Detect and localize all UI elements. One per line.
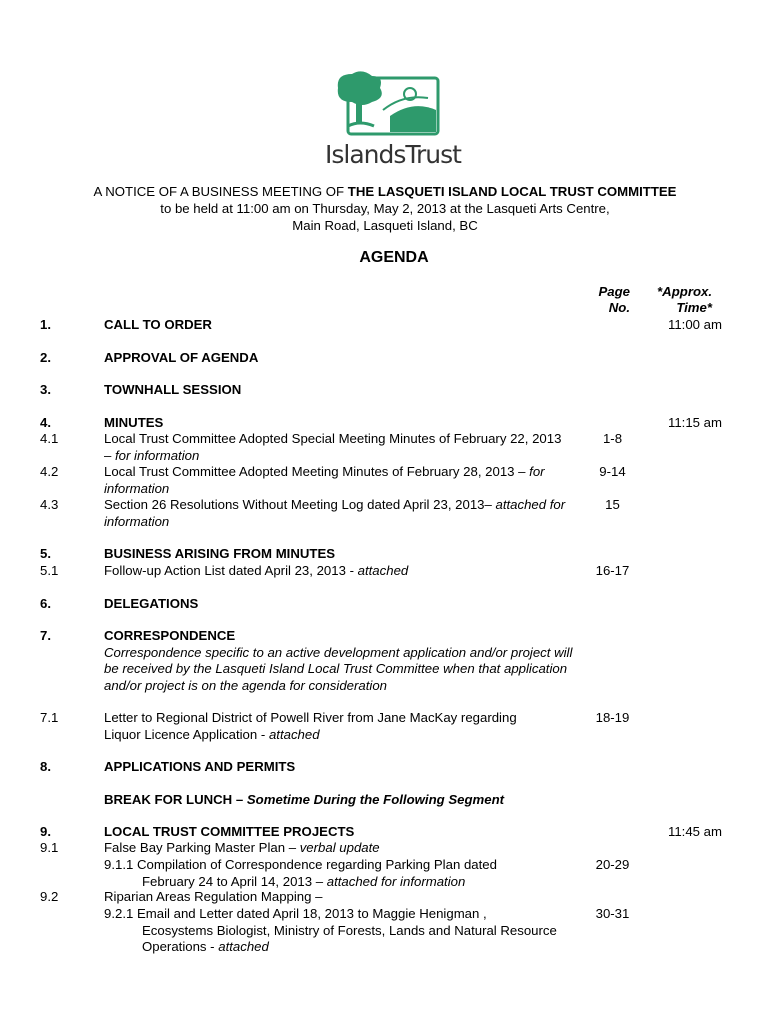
item-time: 11:00 am [667,317,722,332]
item-number: 4. [40,415,51,430]
item-title: CALL TO ORDER [104,317,212,332]
item-page: 1-8 [602,431,623,446]
item-text: False Bay Parking Master Plan – [104,840,300,855]
item-number: 4.1 [40,431,59,446]
item-title: APPROVAL OF AGENDA [104,350,259,365]
item-text: Local Trust Committee Adopted Meeting Minutes of February 28, 2013 – [104,464,530,479]
item-note: attached for information [104,497,566,529]
item-title: LOCAL TRUST COMMITTEE PROJECTS [104,824,355,839]
item-title: APPLICATIONS AND PERMITS [104,759,296,774]
item-text: Follow-up Action List dated April 23, 2013 - [104,563,358,578]
item-title: BUSINESS ARISING FROM MINUTES [104,546,336,561]
item-title [104,840,584,857]
item-number: 7.1 [40,710,59,725]
item-title: Riparian Areas Regulation Mapping – [104,889,323,904]
item-time: 11:45 am [667,824,722,839]
item-number: 5. [40,546,51,561]
item-number: 9.2 [40,889,59,904]
page-header-line2: No. [608,300,630,315]
item-title [104,563,584,580]
item-note: for information [104,464,545,496]
item-text: Letter to Regional District of Powell River from Jane MacKay regarding Liquor Licence Application - [104,710,517,742]
item-note: verbal update [299,840,380,855]
item-number: 4.3 [40,497,59,512]
time-column-header [630,284,712,316]
item-text: 9.2.1 Email and Letter dated April 18, 2013 to Maggie Henigman , [104,906,487,921]
logo-wordmark: IslandsTrust [325,140,461,169]
item-title [104,906,584,956]
item-text-cont2: Operations - [142,939,219,954]
item-title [104,710,554,743]
committee-name: THE LASQUETI ISLAND LOCAL TRUST COMMITTEE [347,184,677,199]
item-number: 6. [40,596,51,611]
item-number: 7. [40,628,51,643]
item-text: 9.1.1 Compilation of Correspondence regarding Parking Plan dated [104,857,497,872]
item-note: attached for information [326,873,466,889]
item-text: Local Trust Committee Adopted Special Meeting Minutes of February 22, 2013 – [104,431,562,463]
item-title [104,464,574,497]
item-text-cont: Ecosystems Biologist, Ministry of Forests, Lands and Natural Resource [142,922,557,938]
item-number: 9.1 [40,840,59,855]
item-number: 1. [40,317,51,332]
item-number: 8. [40,759,51,774]
lunch-break-text [104,792,584,809]
item-note: attached [357,563,409,578]
item-title [104,497,579,530]
item-number: 4.2 [40,464,59,479]
item-title: MINUTES [104,415,164,430]
item-time: 11:15 am [667,415,722,430]
item-note: for information [115,447,200,463]
item-page: 30-31 [595,906,630,921]
item-note: attached [268,726,320,742]
item-page: 18-19 [595,710,630,725]
notice-prefix: A NOTICE OF A BUSINESS MEETING OF [93,184,348,199]
logo-emblem-icon [318,70,468,140]
item-heading: CORRESPONDENCE [104,628,236,643]
notice-line-1 [0,183,770,200]
item-page: 15 [605,497,620,512]
agenda-title: AGENDA [359,249,429,266]
item-title [104,857,584,890]
page-header-line1: Page [598,284,630,299]
item-page: 20-29 [595,857,630,872]
item-title [104,431,564,464]
item-number: 9. [40,824,51,839]
time-header-line2: Time* [676,300,712,315]
notice-line-3: Main Road, Lasqueti Island, BC [292,218,478,233]
item-number: 5.1 [40,563,59,578]
item-page: 16-17 [595,563,630,578]
item-page: 9-14 [599,464,626,479]
item-note: attached [218,939,269,954]
item-note: Correspondence specific to an active development application and/or project will be received by the Lasqueti Island Local Trust Committee when that application and/or project is on the agenda for consideration [104,644,573,693]
notice-line-2: to be held at 11:00 am on Thursday, May 2, 2013 at the Lasqueti Arts Centre, [160,201,610,216]
item-title [104,628,584,694]
item-title: TOWNHALL SESSION [104,382,242,397]
item-title: DELEGATIONS [104,596,199,611]
lunch-label: BREAK FOR LUNCH – [104,792,247,807]
lunch-note: Sometime During the Following Segment [246,792,505,807]
item-number: 3. [40,382,51,397]
time-header-line1: *Approx. [657,284,712,299]
page-column-header [560,284,630,316]
item-number: 2. [40,350,51,365]
islands-trust-logo [318,70,468,170]
item-text-cont: February 24 to April 14, 2013 – [142,873,327,889]
item-text: Section 26 Resolutions Without Meeting Log dated April 23, 2013– [104,497,496,512]
